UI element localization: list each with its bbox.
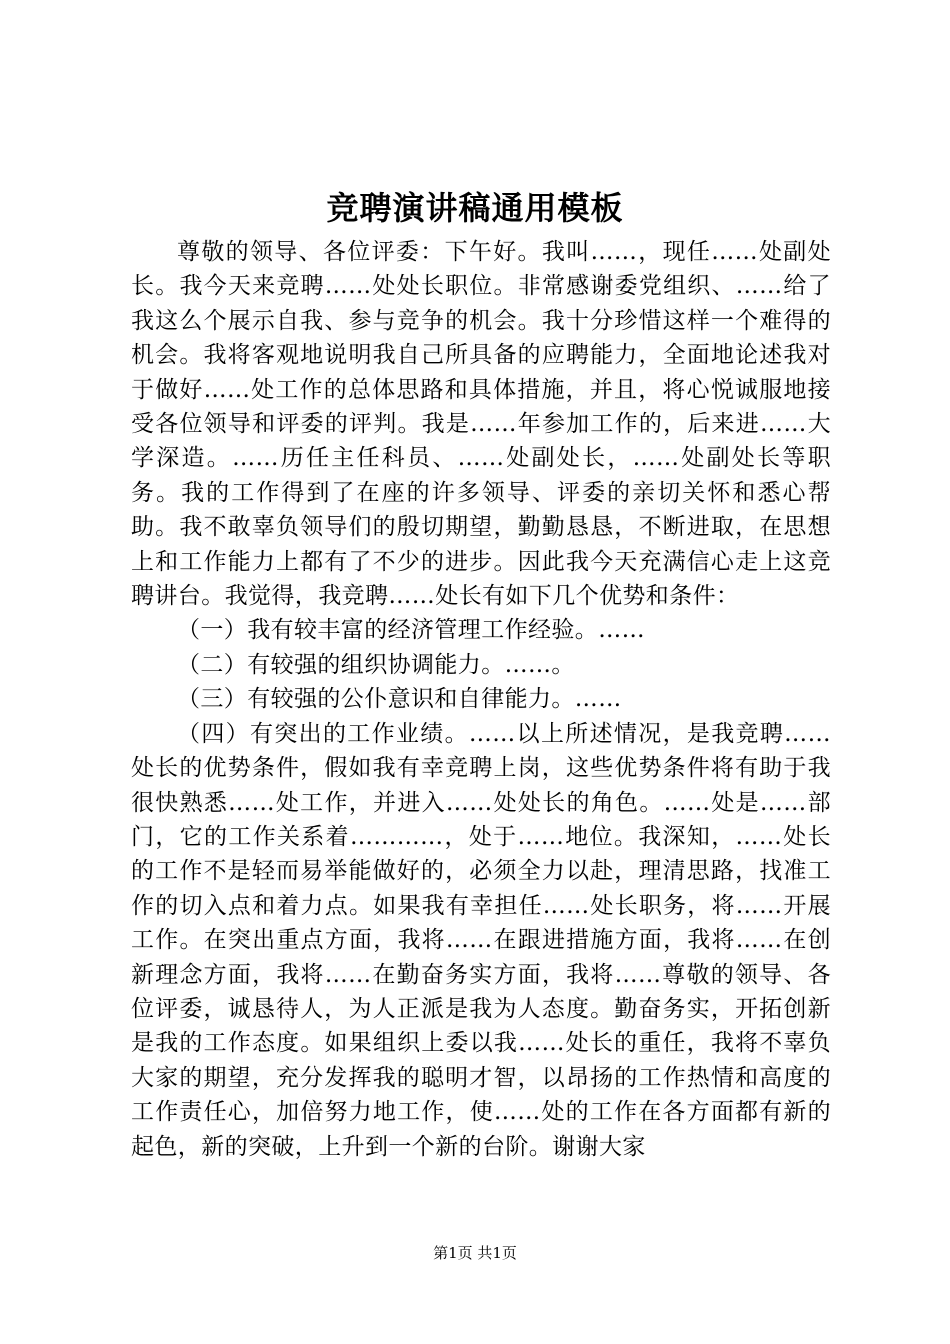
paragraph-item-1: （一）我有较丰富的经济管理工作经验。…… — [177, 617, 645, 644]
document-title: 竞聘演讲稿通用模板 — [326, 189, 624, 227]
document-body — [131, 235, 831, 1164]
paragraph-intro: 尊敬的领导、各位评委：下午好。我叫……，现任……处副处长。我今天来竞聘……处处长职位。非常感谢委党组织、……给了我这么个展示自我、参与竞争的机会。我十分珍惜这样一个难得的机会。我将客观地说明我自己所具备的应聘能力，全面地论述我对于做好……处工作的总体思路和具体措施，并且，将心悦诚服地接受各位领导和评委的评判。我是……年参加工作的，后来进……大学深造。……历任主任科员、……处副处长，……处副处长等职务。我的工作得到了在座的许多领导、评委的亲切关怀和悉心帮助。我不敢辜负领导们的殷切期望，勤勤恳恳，不断进取，在思想上和工作能力上都有了不少的进步。因此我今天充满信心走上这竞聘讲台。我觉得，我竞聘……处长有如下几个优势和条件： — [131, 239, 831, 610]
page-number-footer: 第1页 共1页 — [433, 1244, 517, 1262]
paragraph-item-3: （三）有较强的公仆意识和自律能力。…… — [177, 686, 622, 713]
paragraph-item-4: （四）有突出的工作业绩。……以上所述情况，是我竞聘……处长的优势条件，假如我有幸竞聘上岗，这些优势条件将有助于我很快熟悉……处工作，并进入……处处长的角色。……处是……部门，它的工作关系着…………，处于……地位。我深知，……处长的工作不是轻而易举能做好的，必须全力以赴，理清思路，找准工作的切入点和着力点。如果我有幸担任……处长职务，将……开展工作。在突出重点方面，我将……在跟进措施方面，我将……在创新理念方面，我将……在勤奋务实方面，我将……尊敬的领导、各位评委，诚恳待人，为人正派是我为人态度。勤奋务实，开拓创新是我的工作态度。如果组织上委以我……处长的重任，我将不辜负大家的期望，充分发挥我的聪明才智，以昂扬的工作热情和高度的工作责任心，加倍努力地工作，使……处的工作在各方面都有新的起色，新的突破，上升到一个新的台阶。谢谢大家 — [131, 720, 831, 1160]
paragraph-item-2: （二）有较强的组织协调能力。……。 — [177, 651, 575, 678]
